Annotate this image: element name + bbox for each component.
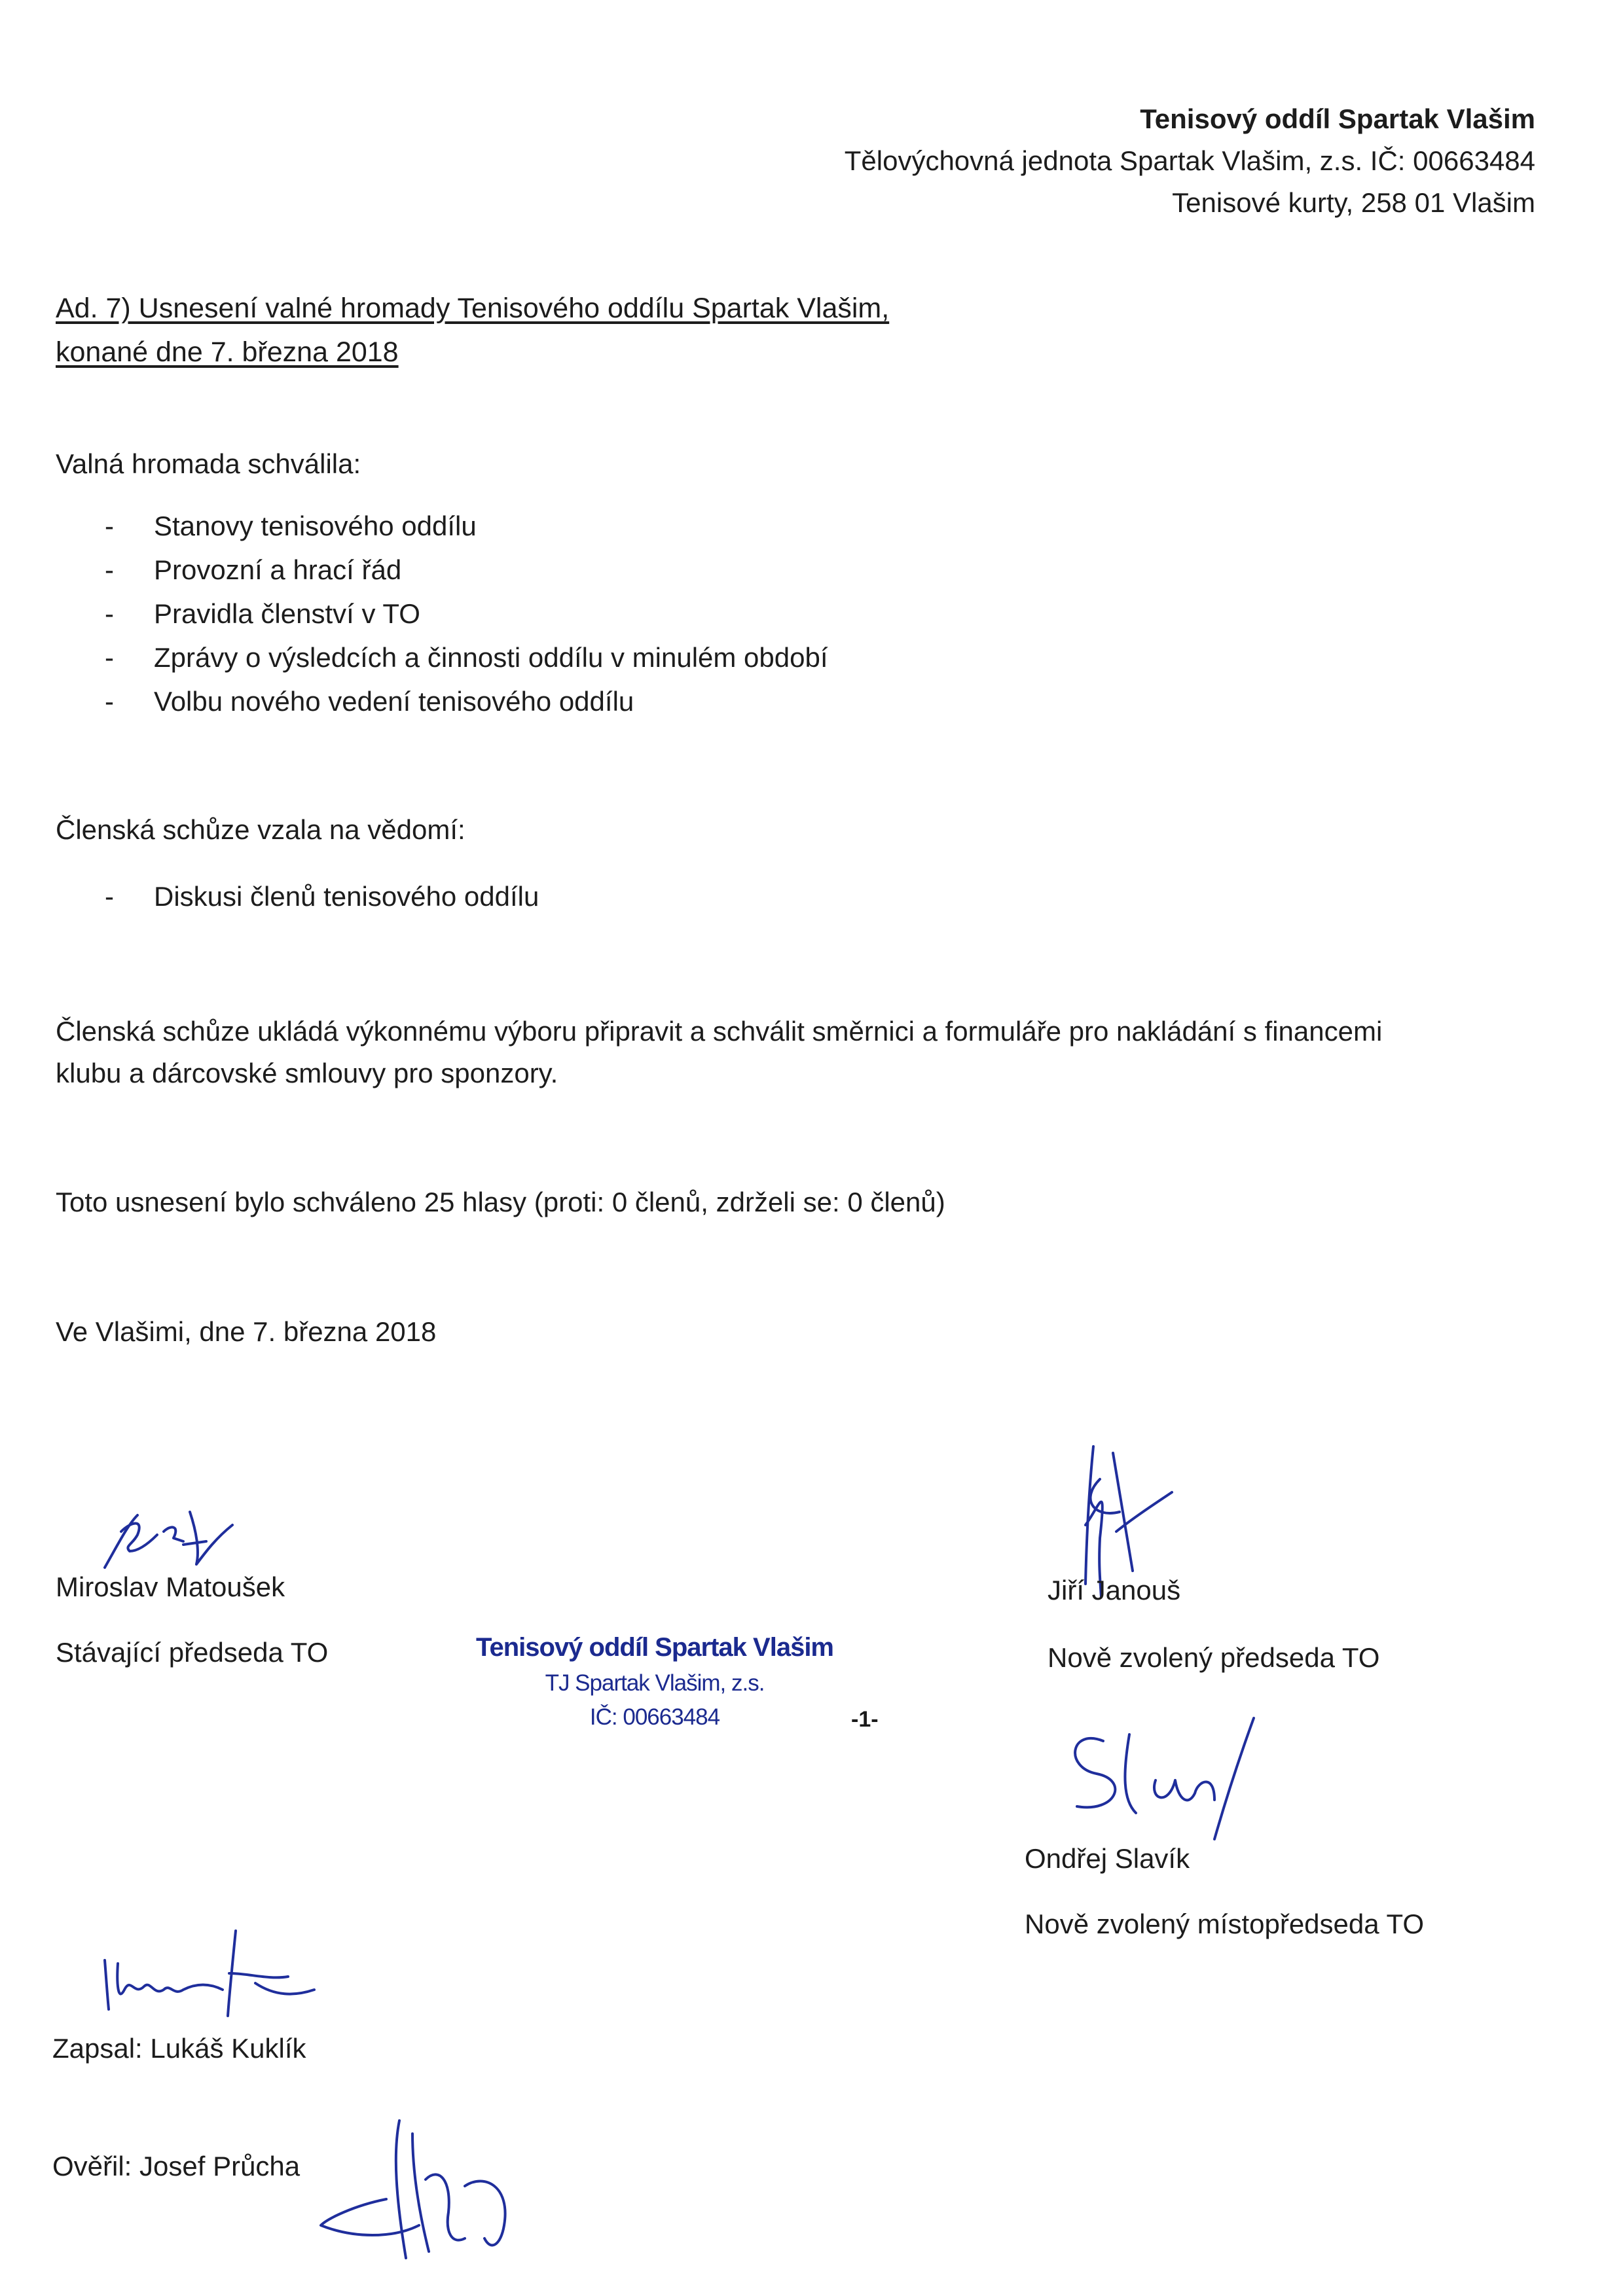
signature-kuklik [98,1924,334,2029]
signature-prucha [314,2108,550,2271]
verifier: Ověřil: Josef Průcha [52,2151,301,2181]
list-dash: - [105,554,114,585]
list-dash: - [105,686,114,717]
signer-left-role: Stávající předseda TO [56,1637,329,1668]
noted-heading: Členská schůze vzala na vědomí: [56,814,465,845]
approved-heading: Valná hromada schválila: [56,448,361,479]
list-dash: - [105,511,114,541]
list-item-text: Provozní a hrací řád [154,554,402,585]
list-dash: - [105,642,114,673]
signer-left-name: Miroslav Matoušek [56,1571,285,1602]
list-item-text: Pravidla členství v TO [154,598,420,629]
list-dash: - [105,881,114,912]
organization-stamp [458,1633,851,1731]
signer-right2-name: Ondřej Slavík [1025,1843,1190,1874]
task-line-1: Členská schůze ukládá výkonnému výboru připravit a schválit směrnici a formuláře pro nakládání s financemi [56,1016,1383,1047]
list-item-text: Stanovy tenisového oddílu [154,511,477,541]
signer-right1-name: Jiří Janouš [1048,1575,1181,1605]
stamp-line-3: IČ: 00663484 [589,1704,720,1730]
list-item-text: Volbu nového vedení tenisového oddílu [154,686,634,717]
signature-slavik [1057,1715,1306,1846]
place-date: Ve Vlašimi, dne 7. března 2018 [56,1316,437,1347]
stamp-line-2: TJ Spartak Vlašim, z.s. [545,1670,765,1696]
signer-right2-role: Nově zvolený místopředseda TO [1025,1909,1425,1939]
title-line-2: konané dne 7. března 2018 [56,336,399,368]
signature-matousek [92,1505,249,1577]
address: Tenisové kurty, 258 01 Vlašim [1172,187,1535,218]
parent-org: Tělovýchovná jednota Spartak Vlašim, z.s. IČ: 00663484 [844,145,1535,176]
task-paragraph [56,1011,1561,1094]
task-line-2: klubu a dárcovské smlouvy pro sponzory. [56,1058,558,1088]
page-number: -1- [851,1707,879,1732]
stamp-line-1: Tenisový oddíl Spartak Vlašim [476,1633,833,1662]
list-item-text: Diskusi členů tenisového oddílu [154,881,539,912]
org-name: Tenisový oddíl Spartak Vlašim [1140,103,1535,134]
recorder: Zapsal: Lukáš Kuklík [52,2033,306,2064]
list-item-text: Zprávy o výsledcích a činnosti oddílu v minulém období [154,642,828,673]
title-line-1: Ad. 7) Usnesení valné hromady Tenisového oddílu Spartak Vlašim, [56,293,890,324]
vote-result: Toto usnesení bylo schváleno 25 hlasy (proti: 0 členů, zdrželi se: 0 členů) [56,1187,945,1217]
document-title [56,287,889,374]
list-dash: - [105,598,114,629]
signer-right1-role: Nově zvolený předseda TO [1048,1642,1380,1673]
